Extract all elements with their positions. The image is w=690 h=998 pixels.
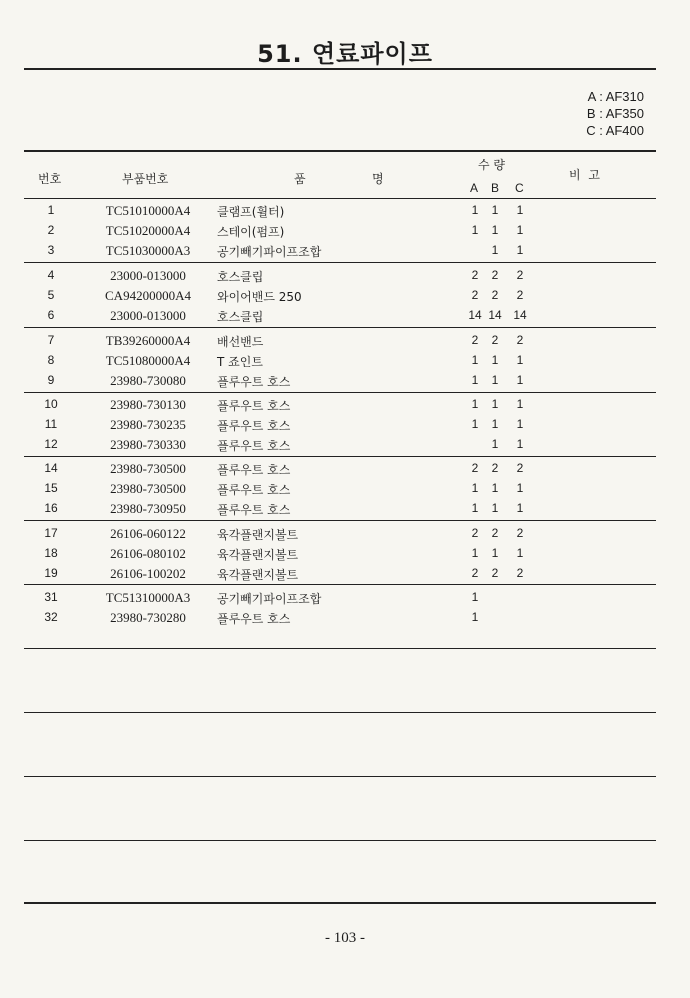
qty-c: 2: [516, 461, 524, 475]
qty-b: 1: [491, 203, 499, 217]
qty-c: 2: [516, 333, 524, 347]
row-number: 12: [44, 437, 58, 451]
qty-b: 1: [491, 243, 499, 257]
group-rule: [24, 327, 656, 328]
part-number: 26106-080102: [110, 546, 186, 561]
row-number: 18: [44, 546, 58, 560]
row-number: 14: [44, 461, 58, 475]
qty-a: 2: [471, 288, 479, 302]
qty-c: 2: [516, 526, 524, 540]
qty-b: 1: [491, 501, 499, 515]
group-rule: [24, 262, 656, 263]
table-row: [0, 333, 690, 353]
qty-b: 1: [491, 417, 499, 431]
header-qty-b: B: [491, 181, 500, 195]
qty-b: 1: [491, 546, 499, 560]
qty-b: 2: [491, 333, 499, 347]
qty-c: 1: [516, 243, 524, 257]
qty-b: 2: [491, 268, 499, 282]
table-row: [0, 437, 690, 457]
qty-c: 1: [516, 353, 524, 367]
qty-b: 1: [491, 223, 499, 237]
qty-c: 1: [516, 481, 524, 495]
part-name: 클램프(휠터): [217, 205, 285, 219]
header-remarks: 비 고: [569, 168, 602, 182]
part-number: TC51020000A4: [105, 223, 191, 238]
table-top-rule: [24, 150, 656, 152]
part-name: 플루우트 호스: [217, 439, 291, 453]
table-row: [0, 268, 690, 288]
group-rule: [24, 456, 656, 457]
title-rule: [24, 68, 656, 70]
table-bottom-rule: [24, 902, 656, 904]
part-number: 23980-730950: [110, 501, 186, 516]
table-row: [0, 223, 690, 243]
part-name: T 죠인트: [217, 355, 263, 369]
qty-b: 2: [491, 566, 499, 580]
table-row: [0, 353, 690, 373]
qty-a: 14: [468, 308, 482, 322]
part-number: TB39260000A4: [105, 333, 191, 348]
part-name: 플루우트 호스: [217, 483, 291, 497]
part-number: TC51030000A3: [105, 243, 191, 258]
group-rule: [24, 776, 656, 777]
part-name: 배선밴드: [217, 335, 264, 349]
part-number: 23980-730500: [110, 481, 186, 496]
group-rule: [24, 840, 656, 841]
part-number: 23980-730080: [110, 373, 186, 388]
qty-c: 2: [516, 566, 524, 580]
qty-a: 1: [471, 417, 479, 431]
group-rule: [24, 712, 656, 713]
qty-c: 2: [516, 268, 524, 282]
header-qty-c: C: [515, 181, 524, 195]
qty-a: 2: [471, 526, 479, 540]
row-number: 11: [44, 417, 58, 431]
row-number: 9: [47, 373, 55, 387]
part-name: 와이어밴드 250: [217, 290, 302, 304]
qty-b: 1: [491, 437, 499, 451]
row-number: 19: [44, 566, 58, 580]
qty-a: 1: [471, 546, 479, 560]
part-number: 26106-100202: [110, 566, 186, 581]
qty-a: 2: [471, 566, 479, 580]
part-name: 호스클립: [217, 270, 264, 284]
part-name: 육각플랜지볼트: [217, 548, 299, 562]
qty-b: 1: [491, 481, 499, 495]
table-row: [0, 417, 690, 437]
table-row: [0, 243, 690, 263]
row-number: 5: [47, 288, 55, 302]
qty-c: 1: [516, 397, 524, 411]
model-legend: [586, 88, 644, 139]
row-number: 1: [47, 203, 55, 217]
qty-a: 2: [471, 333, 479, 347]
part-number: 23980-730500: [110, 461, 186, 476]
part-number: TC51310000A3: [105, 590, 191, 605]
row-number: 7: [47, 333, 55, 347]
qty-c: 1: [516, 437, 524, 451]
qty-b: 1: [491, 353, 499, 367]
table-row: [0, 461, 690, 481]
part-name: 공기빼기파이프조합: [217, 592, 322, 606]
header-name-1: 품: [294, 172, 306, 186]
row-number: 16: [44, 501, 58, 515]
qty-a: 1: [471, 590, 479, 604]
row-number: 3: [47, 243, 55, 257]
row-number: 8: [47, 353, 55, 367]
qty-c: 1: [516, 203, 524, 217]
row-number: 4: [47, 268, 55, 282]
part-name: 플루우트 호스: [217, 463, 291, 477]
row-number: 2: [47, 223, 55, 237]
header-part-no: 부품번호: [122, 172, 169, 186]
qty-b: 2: [491, 526, 499, 540]
part-number: 23980-730130: [110, 397, 186, 412]
table-row: [0, 610, 690, 630]
qty-a: 1: [471, 481, 479, 495]
table-row: [0, 546, 690, 566]
table-row: [0, 566, 690, 586]
header-qty: 수 량: [478, 158, 505, 172]
table-row: [0, 590, 690, 610]
qty-c: 1: [516, 373, 524, 387]
group-rule: [24, 392, 656, 393]
legend-item-c: C : AF400: [586, 123, 644, 138]
part-name: 플루우트 호스: [217, 612, 291, 626]
row-number: 10: [44, 397, 58, 411]
row-number: 17: [44, 526, 58, 540]
qty-b: 2: [491, 461, 499, 475]
qty-b: 1: [491, 373, 499, 387]
qty-a: 2: [471, 268, 479, 282]
part-name: 육각플랜지볼트: [217, 528, 299, 542]
part-name: 스테이(펌프): [217, 225, 285, 239]
qty-c: 1: [516, 501, 524, 515]
qty-a: 2: [471, 461, 479, 475]
qty-a: 1: [471, 203, 479, 217]
table-row: [0, 501, 690, 521]
row-number: 6: [47, 308, 55, 322]
part-number: 26106-060122: [110, 526, 186, 541]
qty-a: 1: [471, 501, 479, 515]
part-number: 23980-730330: [110, 437, 186, 452]
table-row: [0, 397, 690, 417]
table-row: [0, 373, 690, 393]
part-number: CA94200000A4: [105, 288, 191, 303]
header-no: 번호: [38, 172, 62, 186]
part-name: 플루우트 호스: [217, 399, 291, 413]
legend-item-b: B : AF350: [586, 106, 644, 121]
part-name: 호스클립: [217, 310, 264, 324]
qty-c: 1: [516, 546, 524, 560]
part-number: TC51010000A4: [105, 203, 191, 218]
legend-item-a: A : AF310: [587, 89, 644, 104]
qty-c: 1: [516, 417, 524, 431]
row-number: 15: [44, 481, 58, 495]
group-rule: [24, 584, 656, 585]
qty-b: 14: [488, 308, 502, 322]
part-number: TC51080000A4: [105, 353, 191, 368]
part-number: 23000-013000: [110, 268, 186, 283]
qty-b: 2: [491, 288, 499, 302]
qty-a: 1: [471, 353, 479, 367]
qty-c: 1: [516, 223, 524, 237]
page-number: - 103 -: [325, 930, 365, 946]
qty-c: 2: [516, 288, 524, 302]
group-rule: [24, 520, 656, 521]
row-number: 31: [44, 590, 58, 604]
part-number: 23000-013000: [110, 308, 186, 323]
part-number: 23980-730280: [110, 610, 186, 625]
qty-c: 14: [513, 308, 527, 322]
qty-a: 1: [471, 373, 479, 387]
table-row: [0, 288, 690, 308]
part-name: 플루우트 호스: [217, 375, 291, 389]
header-bottom-rule: [24, 198, 656, 199]
group-rule: [24, 648, 656, 649]
part-name: 플루우트 호스: [217, 503, 291, 517]
part-number: 23980-730235: [110, 417, 186, 432]
part-name: 육각플랜지볼트: [217, 568, 299, 582]
header-name-2: 명: [372, 172, 384, 186]
qty-b: 1: [491, 397, 499, 411]
table-row: [0, 481, 690, 501]
qty-a: 1: [471, 397, 479, 411]
qty-a: 1: [471, 223, 479, 237]
page-title: 51. 연료파이프: [257, 40, 433, 68]
row-number: 32: [44, 610, 58, 624]
table-row: [0, 526, 690, 546]
part-name: 플루우트 호스: [217, 419, 291, 433]
table-row: [0, 308, 690, 328]
header-qty-a: A: [470, 181, 479, 195]
qty-a: 1: [471, 610, 479, 624]
part-name: 공기빼기파이프조합: [217, 245, 322, 259]
table-row: [0, 203, 690, 223]
